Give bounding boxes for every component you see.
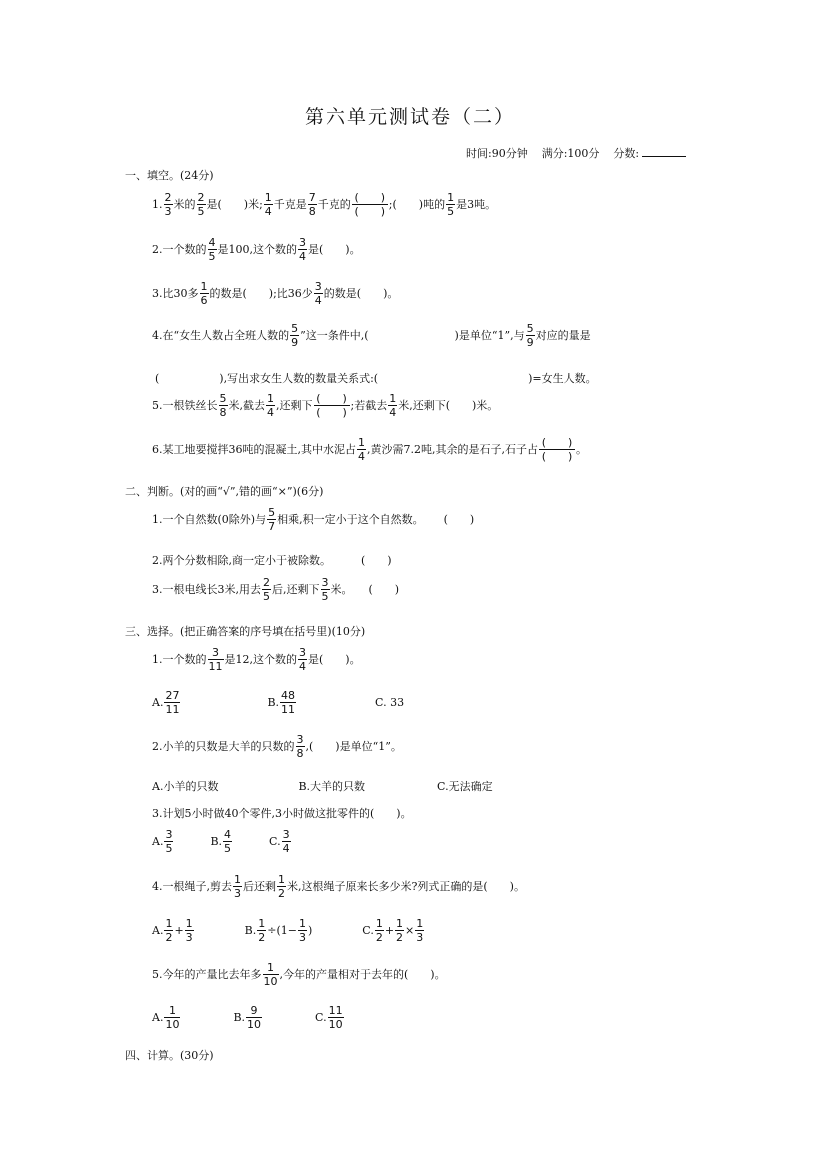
denominator: 5 — [263, 590, 270, 603]
text: 3.比30多 — [152, 287, 199, 300]
denominator: 4 — [299, 250, 306, 263]
page-title: 第六单元测试卷（二） — [305, 106, 516, 128]
answer-parentheses[interactable]: ( ) — [361, 554, 392, 567]
numerator: 1 — [234, 873, 241, 886]
denominator: 2 — [278, 887, 285, 900]
denominator: 10 — [328, 1018, 343, 1031]
numerator: 1 — [258, 917, 266, 930]
numerator: ( ) — [316, 392, 347, 405]
option-b[interactable]: B. $\frac{48}{11}$ — [267, 689, 296, 716]
numerator: 3 — [321, 576, 329, 589]
fraction — [290, 323, 299, 348]
fraction — [185, 918, 194, 943]
fraction — [328, 1005, 344, 1030]
denominator: 3 — [416, 931, 424, 944]
option-b[interactable]: B.大羊的只数 — [298, 780, 366, 793]
fraction — [298, 918, 307, 943]
full-marks: 满分:100分 — [541, 147, 600, 160]
text: 千克是 — [273, 198, 307, 211]
text: 米,截去 — [228, 399, 265, 412]
text: 的数是( )。 — [323, 287, 399, 300]
text: 是( )。 — [308, 653, 361, 666]
numerator: 3 — [165, 828, 173, 841]
text: 2.一个数的 — [152, 243, 207, 256]
s3-q3 — [152, 808, 412, 819]
numerator: 3 — [299, 646, 306, 659]
text: ( — [155, 372, 160, 385]
fraction — [263, 962, 279, 987]
text: 米,还剩下( )米。 — [398, 399, 499, 412]
numerator: ( ) — [354, 191, 386, 204]
s1-q2 — [152, 237, 361, 262]
fraction — [266, 393, 275, 418]
text: 米的 — [173, 198, 196, 211]
fraction — [223, 829, 232, 854]
denominator: 5 — [197, 205, 205, 218]
numerator: 1 — [278, 873, 285, 886]
fraction — [388, 393, 397, 418]
numerator: 1 — [299, 917, 306, 930]
s1-q6 — [152, 437, 587, 462]
fraction — [308, 192, 317, 217]
s3-q2-options — [152, 781, 493, 792]
fraction — [314, 281, 323, 306]
denominator: 5 — [447, 205, 455, 218]
denominator: 3 — [234, 887, 241, 900]
text: 米,这根绳子原来长多少米?列式正确的是( )。 — [287, 880, 525, 893]
denominator: ( ) — [314, 405, 350, 418]
fraction — [257, 918, 266, 943]
section-1-heading: 一、填空。(24分) — [125, 169, 214, 182]
fraction — [246, 1005, 262, 1030]
s3-q4 — [152, 874, 525, 899]
denominator: 5 — [321, 590, 329, 603]
option-a[interactable]: A. $\frac{3}{5}$ — [152, 828, 173, 855]
fraction — [164, 829, 173, 854]
s1-q4 — [152, 323, 591, 348]
option-b[interactable]: B. $\frac{4}{5}$ — [210, 828, 232, 855]
denominator: 5 — [165, 842, 173, 855]
fraction — [233, 874, 242, 899]
fraction — [267, 507, 276, 532]
s3-q5 — [152, 962, 446, 987]
text: 是( )米; — [206, 198, 263, 211]
denominator: 11 — [208, 660, 223, 673]
numerator: 3 — [299, 236, 306, 249]
text: 米。 — [330, 583, 353, 596]
denominator: 4 — [267, 406, 274, 419]
fraction — [395, 918, 404, 943]
denominator: ( ) — [352, 204, 388, 217]
text: ;若截去 — [350, 399, 388, 412]
denominator: 3 — [299, 931, 306, 944]
text: ,黄沙需7.2吨,其余的是石子,石子占 — [367, 443, 538, 456]
denominator: 11 — [165, 703, 180, 716]
answer-fraction[interactable] — [352, 192, 388, 217]
answer-fraction[interactable] — [314, 393, 350, 418]
numerator: 1 — [185, 917, 193, 930]
fraction — [357, 437, 366, 462]
fraction — [526, 323, 535, 348]
numerator: 5 — [526, 322, 534, 335]
numerator: 3 — [282, 828, 290, 841]
fraction — [277, 874, 286, 899]
text: 5.今年的产量比去年多 — [152, 968, 262, 981]
fraction — [280, 690, 296, 715]
text: 是100,这个数的 — [217, 243, 297, 256]
text: 2.两个分数相除,商一定小于被除数。 — [152, 554, 331, 567]
denominator: 2 — [396, 931, 404, 944]
score-label: 分数: — [613, 147, 640, 160]
fraction — [164, 192, 173, 217]
numerator: 48 — [281, 689, 296, 702]
fraction — [298, 647, 307, 672]
s1-q4-relation — [155, 373, 597, 384]
denominator: 2 — [165, 931, 173, 944]
fraction — [375, 918, 384, 943]
denominator: 9 — [291, 336, 299, 349]
text: )=女生人数。 — [528, 372, 597, 385]
text: 对应的量是 — [535, 329, 591, 342]
denominator: 10 — [263, 975, 278, 988]
text: 1.一个数的 — [152, 653, 207, 666]
s3-q3-options — [152, 829, 292, 854]
fraction — [164, 690, 180, 715]
fraction — [296, 734, 305, 759]
s1-q1 — [152, 192, 496, 217]
numerator: 2 — [197, 191, 205, 204]
fraction — [208, 647, 224, 672]
fraction — [200, 281, 209, 306]
numerator: 1 — [168, 1004, 176, 1017]
fraction — [321, 577, 330, 602]
numerator: 1 — [375, 917, 383, 930]
section-3-heading: 三、选择。(把正确答案的序号填在括号里)(10分) — [125, 625, 366, 638]
fraction — [298, 237, 307, 262]
time-limit: 时间:90分钟 — [466, 147, 528, 160]
text: 4.一根绳子,剪去 — [152, 880, 232, 893]
option-a[interactable]: A. $\frac{1}{10}$ — [152, 1004, 180, 1031]
numerator: 1 — [447, 191, 455, 204]
denominator: 11 — [281, 703, 296, 716]
numerator: 7 — [308, 191, 316, 204]
denominator: ( ) — [539, 449, 575, 462]
numerator: 3 — [296, 733, 304, 746]
numerator: 5 — [268, 506, 276, 519]
numerator: 4 — [208, 236, 216, 249]
text: 3.计划5小时做40个零件,3小时做这批零件的( )。 — [152, 807, 412, 820]
denominator: 5 — [224, 842, 232, 855]
answer-parentheses[interactable]: ( ) — [443, 513, 475, 526]
text: 3.一根电线长3米,用去 — [152, 583, 261, 596]
denominator: 2 — [375, 931, 383, 944]
numerator: ( ) — [541, 436, 573, 449]
s1-q3 — [152, 281, 398, 306]
s1-q5 — [152, 393, 498, 418]
s2-q3 — [152, 577, 399, 602]
text: 是12,这个数的 — [224, 653, 297, 666]
text: )是单位“1”,与 — [454, 329, 525, 342]
text: 1.一个自然数(0除外)与 — [152, 513, 267, 526]
denominator: 6 — [200, 294, 208, 307]
text: 6.某工地要搅拌36吨的混凝土,其中水泥占 — [152, 443, 356, 456]
fraction — [282, 829, 291, 854]
fraction — [197, 192, 206, 217]
text: 5.一根铁丝长 — [152, 399, 218, 412]
numerator: 2 — [164, 191, 172, 204]
text: 是3吨。 — [456, 198, 497, 211]
numerator: 1 — [358, 436, 365, 449]
option-a[interactable]: A.小羊的只数 — [152, 780, 219, 793]
section-4-heading: 四、计算。(30分) — [125, 1049, 214, 1062]
numerator: 3 — [212, 646, 219, 659]
numerator: 3 — [314, 280, 322, 293]
numerator: 1 — [267, 392, 274, 405]
text: 的数是( );比36少 — [209, 287, 313, 300]
numerator: 2 — [263, 576, 270, 589]
denominator: 3 — [164, 205, 172, 218]
exam-info — [466, 146, 686, 159]
denominator: 4 — [358, 450, 365, 463]
numerator: 1 — [264, 191, 272, 204]
text: 1. — [152, 198, 163, 211]
fraction — [415, 918, 424, 943]
text: ),写出求女生人数的数量关系式:( — [219, 372, 379, 385]
fraction — [164, 1005, 180, 1030]
denominator: 4 — [264, 205, 272, 218]
text: ”这一条件中,( — [300, 329, 369, 342]
text: 千克的 — [317, 198, 351, 211]
text: 后还剩 — [243, 880, 276, 893]
fraction — [219, 393, 228, 418]
option-b[interactable]: B. $\frac{1}{2}$ ÷(1− $\frac{1}{3}$ ) — [244, 917, 313, 944]
numerator: 5 — [291, 322, 299, 335]
numerator: 1 — [416, 917, 424, 930]
option-c[interactable]: C.无法确定 — [437, 780, 493, 793]
denominator: 4 — [314, 294, 322, 307]
denominator: 4 — [299, 660, 306, 673]
text: 相乘,积一定小于这个自然数。 — [277, 513, 424, 526]
numerator: 1 — [389, 392, 397, 405]
s3-q5-options — [152, 1005, 345, 1030]
denominator: 3 — [185, 931, 193, 944]
numerator: 1 — [267, 961, 274, 974]
numerator: 9 — [250, 1004, 258, 1017]
option-c[interactable]: C. $\frac{3}{4}$ — [269, 828, 290, 855]
fraction — [262, 577, 271, 602]
denominator: 10 — [165, 1018, 180, 1031]
text: 。 — [575, 443, 587, 456]
answer-fraction[interactable] — [539, 437, 575, 462]
denominator: 10 — [247, 1018, 262, 1031]
fraction — [208, 237, 217, 262]
s3-q1-options — [152, 690, 404, 715]
text: ;( )吨的 — [388, 198, 446, 211]
denominator: 4 — [389, 406, 397, 419]
denominator: 5 — [208, 250, 216, 263]
text: ,今年的产量相对于去年的( )。 — [279, 968, 446, 981]
s3-q2 — [152, 734, 402, 759]
option-a[interactable]: A. $\frac{1}{2}$ + $\frac{1}{3}$ — [152, 917, 193, 944]
text: 4.在“女生人数占全班人数的 — [152, 329, 290, 342]
numerator: 11 — [328, 1004, 343, 1017]
numerator: 4 — [224, 828, 232, 841]
numerator: 1 — [200, 280, 208, 293]
answer-parentheses[interactable]: ( ) — [368, 583, 400, 596]
text: ,还剩下 — [276, 399, 313, 412]
numerator: 1 — [165, 917, 173, 930]
score-blank[interactable] — [642, 146, 686, 157]
denominator: 7 — [268, 520, 276, 533]
text: ,( )是单位“1”。 — [305, 740, 402, 753]
option-c[interactable]: C. $\frac{1}{2}$ + $\frac{1}{2}$ × $\frac{1}{3}$ — [362, 917, 424, 944]
denominator: 8 — [219, 406, 227, 419]
option-b[interactable]: B. $\frac{9}{10}$ — [233, 1004, 262, 1031]
section-2-heading: 二、判断。(对的画“√”,错的画“×”)(6分) — [125, 485, 324, 498]
text: 是( )。 — [308, 243, 361, 256]
s3-q1 — [152, 647, 361, 672]
numerator: 1 — [396, 917, 404, 930]
fraction — [446, 192, 455, 217]
denominator: 2 — [258, 931, 266, 944]
text: 2.小羊的只数是大羊的只数的 — [152, 740, 295, 753]
numerator: 5 — [219, 392, 227, 405]
fraction — [264, 192, 273, 217]
option-c[interactable]: C. 33 — [375, 696, 405, 709]
denominator: 9 — [526, 336, 534, 349]
numerator: 27 — [165, 689, 180, 702]
s3-q4-options — [152, 918, 425, 943]
text: 后,还剩下 — [272, 583, 320, 596]
s2-q2 — [152, 555, 392, 566]
denominator: 8 — [308, 205, 316, 218]
denominator: 8 — [296, 747, 304, 760]
s2-q1 — [152, 507, 474, 532]
denominator: 4 — [282, 842, 290, 855]
fraction — [164, 918, 173, 943]
option-a[interactable]: A. $\frac{27}{11}$ — [152, 689, 180, 716]
option-c[interactable]: C. $\frac{11}{10}$ — [315, 1004, 343, 1031]
